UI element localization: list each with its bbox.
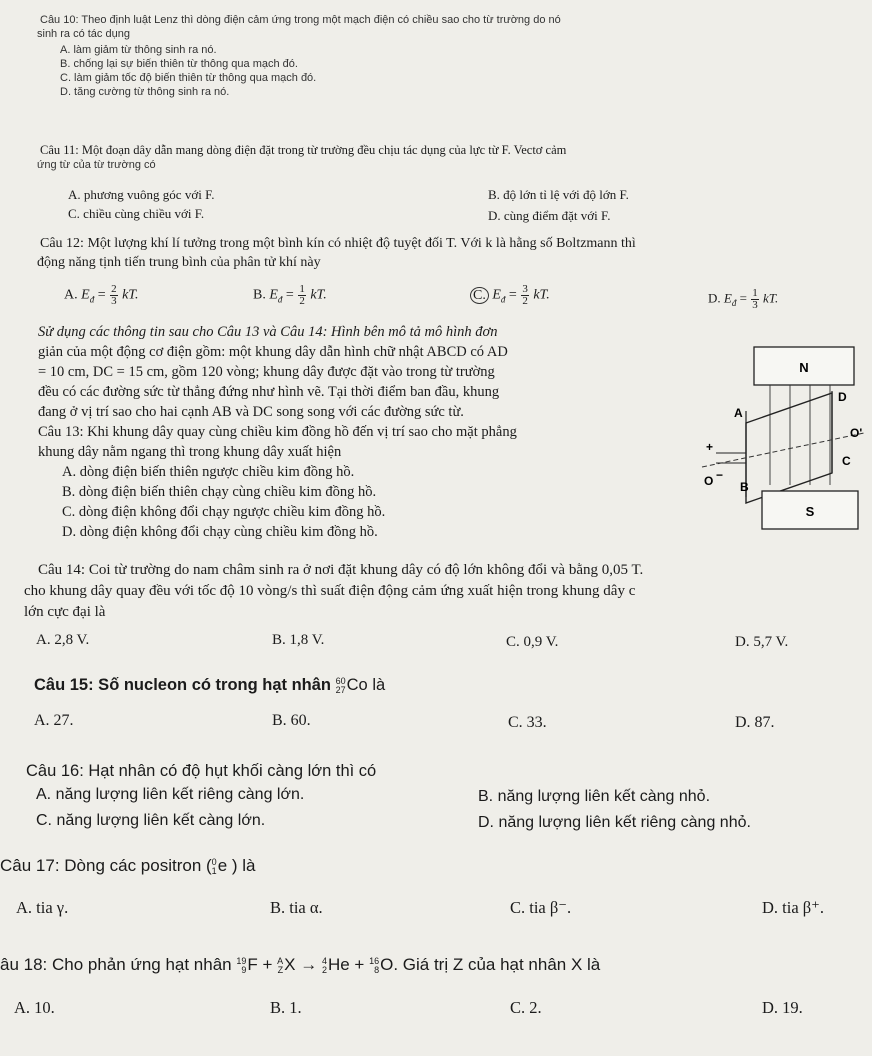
q18-option-b: B. 1. (270, 998, 302, 1017)
q18-stem-text: âu 18: Cho phản ứng hạt nhân (0, 955, 232, 974)
q12-a-sub: đ (89, 294, 95, 305)
q12-b-e: E (269, 287, 278, 303)
q10-option-d: D. tăng cường từ thông sinh ra nó. (60, 86, 230, 98)
q18-option-a: A. 10. (14, 998, 55, 1017)
label-d: D (838, 390, 847, 404)
q13-option-a: A. dòng điện biến thiên ngược chiều kim đồng hồ. (62, 464, 355, 480)
q12-c-kt: kT. (533, 287, 550, 303)
q13-option-c: C. dòng điện không đổi chạy ngược chiều kim đồng hồ. (62, 504, 386, 520)
q12-a-den: 3 (111, 295, 117, 307)
q11-stem-cont: ứng từ của từ trường có (37, 159, 156, 171)
q15-stem (34, 676, 385, 695)
q18-o-z: 8 (374, 964, 380, 975)
q13-option-b: B. dòng điện biến thiên chạy cùng chiều kim đồng hồ. (62, 484, 377, 500)
q12-stem-cont: động năng tịnh tiến trung bình của phân tử khí này (37, 255, 321, 270)
q18-f-mass: 19 (236, 955, 247, 966)
intro-line-1: Sử dụng các thông tin sau cho Câu 13 và Câu 14: Hình bên mô tả mô hình đơn (38, 324, 498, 340)
q10-option-a: A. làm giảm từ thông sinh ra nó. (60, 44, 217, 56)
q18-o-symbol: O (380, 955, 394, 974)
q12-option-a: A. $E_đ$ = $\frac{2}{3}$ kT. (64, 283, 139, 307)
q16-stem: Câu 16: Hạt nhân có độ hụt khối càng lớn thì có (26, 762, 377, 780)
q12-d-num: 1 (752, 287, 758, 299)
q17-option-b: B. tia α. (270, 898, 323, 917)
label-minus: − (716, 468, 724, 482)
q12-c-sub: đ (500, 294, 506, 305)
q12-c-fraction (521, 284, 529, 307)
q18-option-c: C. 2. (510, 998, 542, 1017)
q12-option-c: C. $E_đ$ = $\frac{3}{2}$ kT. (470, 284, 550, 307)
north-label: N (799, 360, 809, 375)
q12-a-kt: kT. (122, 287, 139, 303)
q18-he-mass: 4 (321, 955, 327, 966)
q18-he-symbol: He (327, 955, 350, 974)
q12-b-sub: đ (277, 294, 283, 305)
q14-option-d: D. 5,7 V. (735, 634, 789, 650)
q18-f-symbol: F (247, 955, 258, 974)
q12-d-label: D. (708, 290, 721, 306)
q17-option-d: D. tia β⁺. (762, 898, 825, 917)
q16-option-b: B. năng lượng liên kết càng nhỏ. (478, 788, 711, 805)
q15-mass-number: 60 (335, 675, 346, 686)
q17-mass-number: 0 (211, 856, 217, 867)
q12-d-e: E (723, 290, 732, 306)
q18-he-z: 2 (321, 964, 327, 975)
q11-option-b: B. độ lớn tỉ lệ với độ lớn F. (488, 187, 629, 202)
q18-x-mass: A (277, 955, 284, 966)
field-lines (770, 385, 830, 485)
q17-charge-number: 1 (211, 865, 217, 876)
label-plus: + (706, 440, 714, 454)
q12-d-kt: kT. (762, 290, 779, 306)
intro-line-5: đang ở vị trí sao cho hai cạnh AB và DC song song với các đường sức từ. (38, 404, 464, 420)
q11-option-c: C. chiều cùng chiều với F. (68, 206, 205, 221)
label-o-prime: O' (850, 426, 863, 440)
q15-option-d: D. 87. (735, 714, 775, 731)
q15-stem-text: Câu 15: Số nucleon có trong hạt nhân (34, 676, 332, 694)
q11-option-d: D. cùng điểm đặt với F. (488, 208, 611, 223)
intro-line-2: giản của một động cơ điện gồm: một khung dây dẫn hình chữ nhật ABCD có AD (38, 344, 508, 360)
rotation-axis (702, 433, 864, 467)
coil-frame (746, 393, 832, 503)
q17-nuclide-indices (212, 858, 217, 876)
label-c: C (842, 454, 851, 468)
q12-c-num: 3 (522, 283, 528, 295)
q11-stem: Câu 11: Một đoạn dây dẫn mang dòng điện đặt trong từ trường đều chịu tác dụng của lực từ F. Vectơ cảm (40, 143, 567, 157)
q12-d-fraction (751, 288, 759, 311)
q17-particle-symbol: e (217, 856, 228, 875)
q18-f-indices (236, 957, 246, 975)
q15-option-a: A. 27. (34, 712, 74, 729)
q10-stem: Câu 10: Theo định luật Lenz thì dòng điện cảm ứng trong một mạch điện có chiều sao cho từ trường do nó (40, 14, 561, 26)
q14-option-a: A. 2,8 V. (36, 632, 90, 648)
label-a: A (734, 406, 743, 420)
q13-stem-cont: khung dây nằm ngang thì trong khung dây xuất hiện (38, 444, 342, 460)
q14-stem-cont2: lớn cực đại là (24, 604, 106, 620)
q14-option-c: C. 0,9 V. (506, 634, 559, 650)
q12-b-fraction (298, 284, 306, 307)
motor-figure (692, 345, 868, 533)
q17-stem-text: Câu 17: Dòng các positron ( (0, 856, 212, 875)
q17-option-a: A. tia γ. (16, 898, 69, 917)
q12-d-den: 3 (752, 299, 758, 311)
q18-f-z: 9 (241, 964, 247, 975)
q17-option-c: C. tia β⁻. (510, 898, 572, 917)
q18-o-indices (369, 957, 379, 975)
q18-o-mass: 16 (369, 955, 380, 966)
q13-stem: Câu 13: Khi khung dây quay cùng chiều kim đồng hồ đến vị trí sao cho mặt phẳng (38, 424, 517, 440)
q12-c-e: E (492, 287, 501, 303)
q12-d-sub: đ (731, 298, 737, 309)
q18-x-symbol: X (284, 955, 296, 974)
q12-option-d: D. $E_đ$ = $\frac{1}{3}$ kT. (708, 287, 779, 311)
q12-b-den: 2 (299, 295, 305, 307)
q15-tail: là (372, 676, 386, 694)
q16-option-c: C. năng lượng liên kết càng lớn. (36, 812, 266, 829)
q18-tail: . Giá trị Z của hạt nhân X là (393, 955, 601, 974)
q18-he-indices (322, 957, 327, 975)
q18-x-indices (277, 957, 283, 975)
q12-c-label: C. (470, 287, 489, 304)
q12-b-num: 1 (299, 283, 305, 295)
q15-element-symbol: Co (346, 676, 368, 694)
q10-option-b: B. chống lại sự biến thiên từ thông qua mạch đó. (60, 58, 298, 70)
q12-b-kt: kT. (310, 287, 327, 303)
label-b: B (740, 480, 749, 494)
q10-stem-cont: sinh ra có tác dụng (37, 28, 130, 40)
q13-option-d: D. dòng điện không đổi chạy cùng chiều kim đồng hồ. (62, 524, 378, 540)
q14-stem: Câu 14: Coi từ trường do nam châm sinh ra ở nơi đặt khung dây có độ lớn không đổi và bằng 0,05 T. (38, 562, 644, 578)
intro-line-3: = 10 cm, DC = 15 cm, gồm 120 vòng; khung dây được đặt vào trong từ trường (38, 364, 495, 380)
q15-atomic-number: 27 (335, 684, 346, 695)
label-o: O (704, 474, 714, 488)
q12-a-fraction (110, 284, 118, 307)
q15-option-c: C. 33. (508, 714, 547, 731)
q17-stem (0, 856, 256, 876)
q12-stem: Câu 12: Một lượng khí lí tưởng trong một bình kín có nhiệt độ tuyệt đối T. Với k là hằng số Boltzmann thì (40, 236, 636, 251)
q18-option-d: D. 19. (762, 998, 803, 1017)
q12-a-num: 2 (111, 283, 117, 295)
south-label: S (805, 504, 815, 519)
q12-c-den: 2 (522, 295, 528, 307)
q12-a-label: A. (64, 287, 78, 303)
q18-stem: âu 18: Cho phản ứng hạt nhân 19 9 F + A Z X → 4 2 He + 16 8 O. Giá trị Z của hạt nhân X là (0, 955, 601, 975)
q15-nuclide-indices (336, 677, 346, 695)
q15-option-b: B. 60. (272, 712, 311, 729)
q12-b-label: B. (253, 287, 266, 303)
q16-option-d: D. năng lượng liên kết riêng càng nhỏ. (478, 814, 751, 831)
q18-x-z: Z (277, 964, 284, 975)
q12-a-e: E (81, 287, 90, 303)
q14-stem-cont: cho khung dây quay đều với tốc độ 10 vòng/s thì suất điện động cảm ứng xuất hiện trong khung dây c (24, 583, 636, 599)
q12-option-b: B. $E_đ$ = $\frac{1}{2}$ kT. (253, 283, 327, 307)
q11-option-a: A. phương vuông góc với F. (68, 187, 215, 202)
q16-option-a: A. năng lượng liên kết riêng càng lớn. (36, 786, 305, 803)
q17-tail: ) là (231, 856, 256, 875)
q10-option-c: C. làm giảm tốc độ biến thiên từ thông qua mạch đó. (60, 72, 317, 84)
q14-option-b: B. 1,8 V. (272, 632, 325, 648)
intro-line-4: đều có các đường sức từ thẳng đứng như hình vẽ. Tại thời điểm ban đầu, khung (38, 384, 500, 400)
